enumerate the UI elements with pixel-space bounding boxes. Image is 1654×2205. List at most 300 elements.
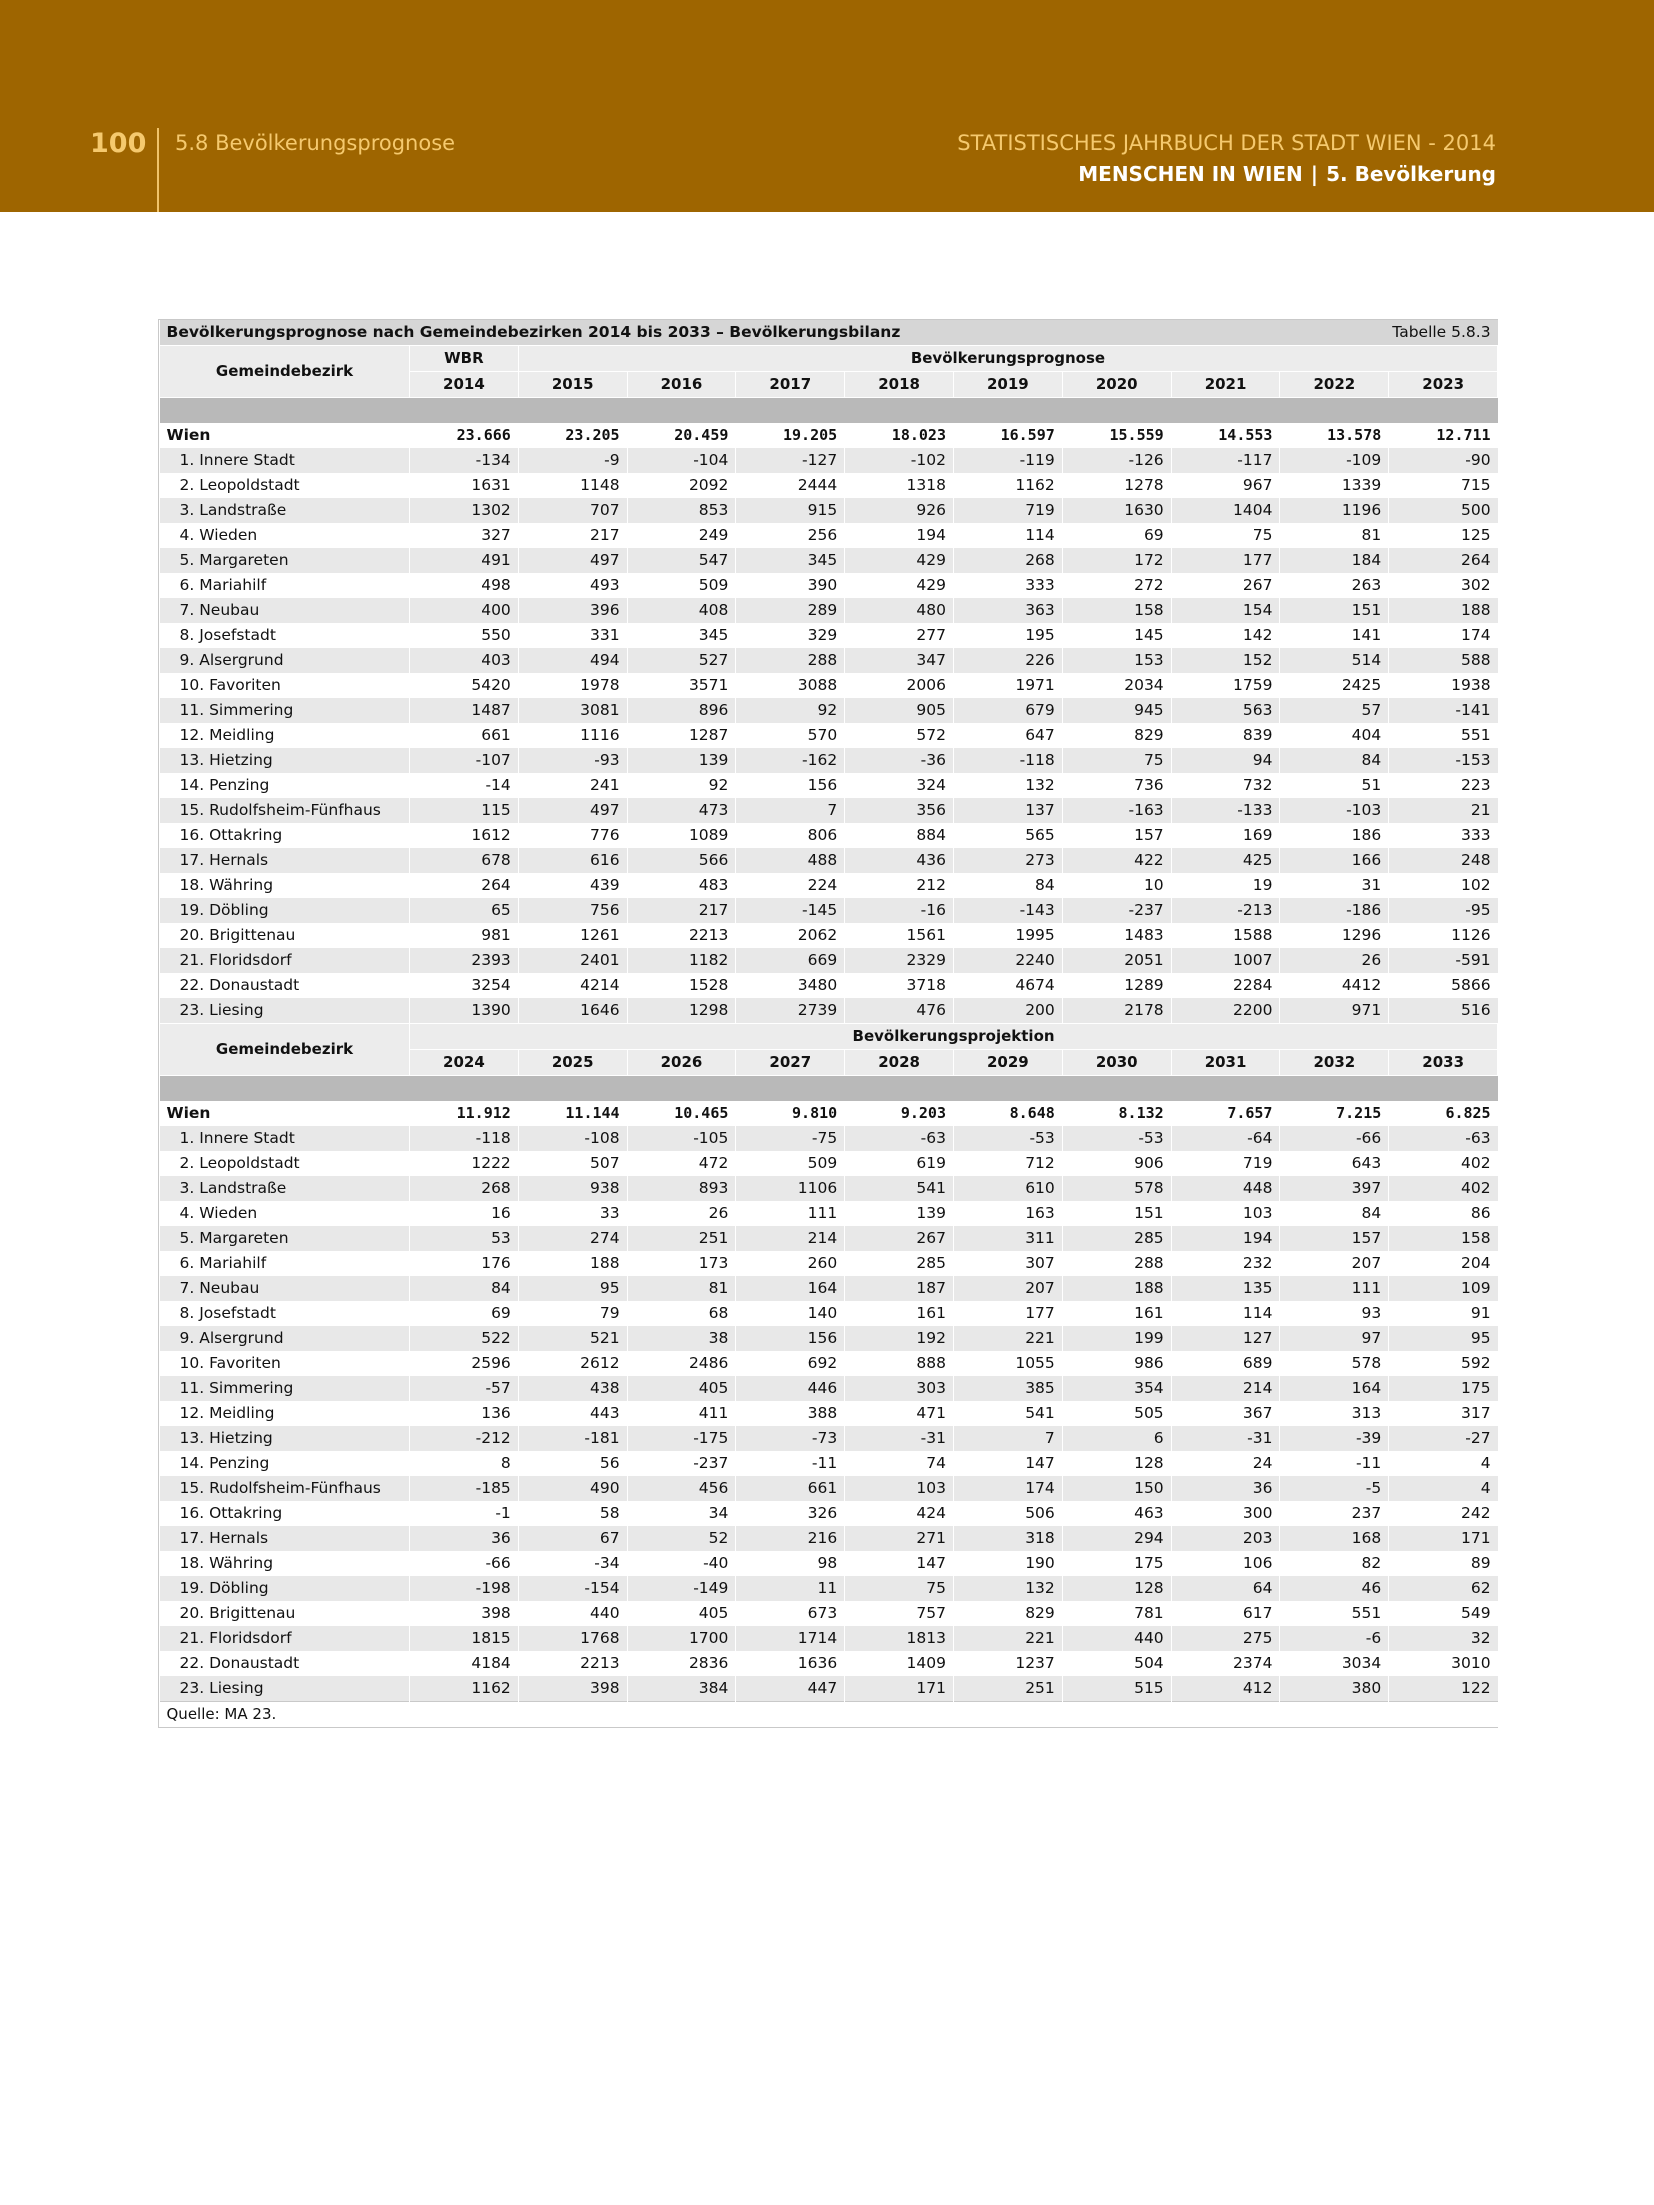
table-cell-value: 403 [410, 648, 519, 673]
table-cell-value: 275 [1171, 1626, 1280, 1651]
district-name: 23. Liesing [160, 1676, 410, 1702]
table-cell-value: -57 [410, 1376, 519, 1401]
table-cell-value: 563 [1171, 698, 1280, 723]
table-cell-value: 156 [736, 1326, 845, 1351]
table-cell-value: 285 [1062, 1226, 1171, 1251]
table-cell-value: 2034 [1062, 673, 1171, 698]
table-cell-value: 551 [1389, 723, 1498, 748]
table-cell-value: 3718 [845, 973, 954, 998]
table-row [160, 498, 1498, 523]
table-cell-value: 128 [1062, 1576, 1171, 1601]
table-cell-value: 1007 [1171, 948, 1280, 973]
table-cell-value: 84 [1280, 1201, 1389, 1226]
district-name: 19. Döbling [160, 1576, 410, 1601]
table-cell-value: -66 [1280, 1126, 1389, 1151]
table-cell-value: 251 [627, 1226, 736, 1251]
table-cell-value: 53 [410, 1226, 519, 1251]
table-cell-value: 169 [1171, 823, 1280, 848]
table-cell-value: 132 [953, 773, 1062, 798]
header-divider [160, 1076, 1498, 1102]
table-cell-value: 217 [518, 523, 627, 548]
district-name: 3. Landstraße [160, 498, 410, 523]
table-cell-value: 11.144 [518, 1101, 627, 1126]
table-cell-value: 1813 [845, 1626, 954, 1651]
district-name: 10. Favoriten [160, 673, 410, 698]
table-cell-value: 127 [1171, 1326, 1280, 1351]
table-cell-value: 578 [1062, 1176, 1171, 1201]
table-cell-value: 1588 [1171, 923, 1280, 948]
table-cell-value: 9.810 [736, 1101, 845, 1126]
table-row [160, 1376, 1498, 1401]
table-cell-value: -53 [953, 1126, 1062, 1151]
table-row [160, 473, 1498, 498]
table-cell-value: 84 [1280, 748, 1389, 773]
table-cell-value: -127 [736, 448, 845, 473]
table-cell-value: 10.465 [627, 1101, 736, 1126]
table-cell-value: 152 [1171, 648, 1280, 673]
table-cell-value: -119 [953, 448, 1062, 473]
district-name: 3. Landstraße [160, 1176, 410, 1201]
table-cell-value: 472 [627, 1151, 736, 1176]
table-cell-value: 678 [410, 848, 519, 873]
table-row [160, 623, 1498, 648]
table-cell-value: 163 [953, 1201, 1062, 1226]
table-cell-value: 7 [953, 1426, 1062, 1451]
table-cell-value: 95 [1389, 1326, 1498, 1351]
table-cell-value: -64 [1171, 1126, 1280, 1151]
table-cell-value: 1409 [845, 1651, 954, 1676]
district-name: 16. Ottakring [160, 823, 410, 848]
table-cell-value: 404 [1280, 723, 1389, 748]
table-cell-value: 115 [410, 798, 519, 823]
table-cell-value: 551 [1280, 1601, 1389, 1626]
table-cell-value: 318 [953, 1526, 1062, 1551]
table-row [160, 898, 1498, 923]
table-cell-value: 905 [845, 698, 954, 723]
district-name: 11. Simmering [160, 698, 410, 723]
table-cell-value: 307 [953, 1251, 1062, 1276]
table-cell-value: 154 [1171, 598, 1280, 623]
table-cell-value: 326 [736, 1501, 845, 1526]
table-cell-value: 396 [518, 598, 627, 623]
table-cell-value: 6 [1062, 1426, 1171, 1451]
table-cell-value: -95 [1389, 898, 1498, 923]
table-cell-value: 4 [1389, 1476, 1498, 1501]
table-cell-value: 1278 [1062, 473, 1171, 498]
table-cell-value: -36 [845, 748, 954, 773]
table-cell-value: 10 [1062, 873, 1171, 898]
table-cell-value: 267 [845, 1226, 954, 1251]
table-row [160, 1576, 1498, 1601]
table-cell-value: -143 [953, 898, 1062, 923]
table-cell-value: 8 [410, 1451, 519, 1476]
table-cell-value: 20.459 [627, 423, 736, 448]
table-cell-value: -27 [1389, 1426, 1498, 1451]
table-cell-value: 288 [736, 648, 845, 673]
table-cell-value: 1646 [518, 998, 627, 1024]
table-cell-value: 69 [1062, 523, 1171, 548]
table-cell-value: 1089 [627, 823, 736, 848]
table-cell-value: 915 [736, 498, 845, 523]
table-cell-value: 289 [736, 598, 845, 623]
table-cell-value: 114 [953, 523, 1062, 548]
table-cell-value: 506 [953, 1501, 1062, 1526]
district-name: 2. Leopoldstadt [160, 473, 410, 498]
table-cell-value: -6 [1280, 1626, 1389, 1651]
table-cell-value: 251 [953, 1676, 1062, 1702]
table-cell-value: 188 [1062, 1276, 1171, 1301]
district-name: 20. Brigittenau [160, 923, 410, 948]
table-cell-value: 8.648 [953, 1101, 1062, 1126]
table-cell-value: 547 [627, 548, 736, 573]
table-row [160, 1301, 1498, 1326]
table-row [160, 1401, 1498, 1426]
table-cell-value: 221 [953, 1626, 1062, 1651]
table-row [160, 873, 1498, 898]
table-cell-value: 79 [518, 1301, 627, 1326]
table-cell-value: -212 [410, 1426, 519, 1451]
table-cell-value: 896 [627, 698, 736, 723]
table-cell-value: 11.912 [410, 1101, 519, 1126]
district-name: 15. Rudolfsheim-Fünfhaus [160, 798, 410, 823]
table-cell-value: 509 [736, 1151, 845, 1176]
table-cell-value: -153 [1389, 748, 1498, 773]
table-cell-value: -185 [410, 1476, 519, 1501]
table-row [160, 1351, 1498, 1376]
table-cell-value: -53 [1062, 1126, 1171, 1151]
table-row [160, 1226, 1498, 1251]
table-cell-value: 440 [518, 1601, 627, 1626]
table-cell-value: 2213 [518, 1651, 627, 1676]
table-cell-value: 125 [1389, 523, 1498, 548]
table-cell-value: 347 [845, 648, 954, 673]
table-cell-value: 16.597 [953, 423, 1062, 448]
table-cell-value: 345 [627, 623, 736, 648]
table-cell-value: 1528 [627, 973, 736, 998]
table-cell-value: 232 [1171, 1251, 1280, 1276]
chapter-right: 5. Bevölkerung [1326, 162, 1496, 186]
table-cell-value: 195 [953, 623, 1062, 648]
table-cell-value: 188 [1389, 598, 1498, 623]
district-name: Wien [160, 423, 410, 448]
table-cell-value: 1759 [1171, 673, 1280, 698]
table-row [160, 1451, 1498, 1476]
table-cell-value: 1261 [518, 923, 627, 948]
table-cell-value: 1287 [627, 723, 736, 748]
table-cell-value: 264 [410, 873, 519, 898]
table-cell-value: 522 [410, 1326, 519, 1351]
table-cell-value: -34 [518, 1551, 627, 1576]
table-row [160, 1126, 1498, 1151]
table-cell-value: 109 [1389, 1276, 1498, 1301]
table-cell-value: 204 [1389, 1251, 1498, 1276]
district-name: 4. Wieden [160, 1201, 410, 1226]
table-cell-value: 1318 [845, 473, 954, 498]
column-header-year: 2018 [845, 372, 954, 398]
table-cell-value: 333 [1389, 823, 1498, 848]
table-cell-value: -134 [410, 448, 519, 473]
table-cell-value: 294 [1062, 1526, 1171, 1551]
table-cell-value: 26 [1280, 948, 1389, 973]
district-name: 10. Favoriten [160, 1351, 410, 1376]
table-cell-value: 172 [1062, 548, 1171, 573]
district-name: 5. Margareten [160, 1226, 410, 1251]
table-cell-value: 103 [1171, 1201, 1280, 1226]
table-cell-value: 111 [736, 1201, 845, 1226]
table-cell-value: 142 [1171, 623, 1280, 648]
table-cell-value: 150 [1062, 1476, 1171, 1501]
table-cell-value: 1714 [736, 1626, 845, 1651]
table-cell-value: -133 [1171, 798, 1280, 823]
table-cell-value: 1339 [1280, 473, 1389, 498]
district-name: 15. Rudolfsheim-Fünfhaus [160, 1476, 410, 1501]
table-cell-value: 2240 [953, 948, 1062, 973]
table-cell-value: 186 [1280, 823, 1389, 848]
table-cell-value: 272 [1062, 573, 1171, 598]
table-cell-value: 58 [518, 1501, 627, 1526]
table-cell-value: 549 [1389, 1601, 1498, 1626]
table-cell-value: 385 [953, 1376, 1062, 1401]
table-cell-value: 303 [845, 1376, 954, 1401]
table-cell-value: 62 [1389, 1576, 1498, 1601]
table-row [160, 798, 1498, 823]
table-row [160, 1426, 1498, 1451]
table-cell-value: 7.215 [1280, 1101, 1389, 1126]
table-cell-value: 111 [1280, 1276, 1389, 1301]
column-group-header: Bevölkerungsprojektion [410, 1024, 1498, 1050]
table-cell-value: 171 [845, 1676, 954, 1702]
district-name: 18. Währing [160, 1551, 410, 1576]
table-cell-value: -9 [518, 448, 627, 473]
table-cell-value: 384 [627, 1676, 736, 1702]
table-cell-value: -237 [1062, 898, 1171, 923]
table-cell-value: 311 [953, 1226, 1062, 1251]
table-cell-value: 4412 [1280, 973, 1389, 998]
header-divider [160, 398, 1498, 424]
table-cell-value: 153 [1062, 648, 1171, 673]
table-cell-value: 356 [845, 798, 954, 823]
table-cell-value: -1 [410, 1501, 519, 1526]
table-cell-value: -73 [736, 1426, 845, 1451]
table-cell-value: 616 [518, 848, 627, 873]
table-cell-value: 157 [1062, 823, 1171, 848]
table-cell-value: 147 [845, 1551, 954, 1576]
table-cell-value: 2062 [736, 923, 845, 948]
table-cell-value: 2836 [627, 1651, 736, 1676]
section-title: 5.8 Bevölkerungsprognose [175, 131, 456, 155]
table-cell-value: 1404 [1171, 498, 1280, 523]
table-cell-value: 715 [1389, 473, 1498, 498]
table-cell-value: -591 [1389, 948, 1498, 973]
table-cell-value: 981 [410, 923, 519, 948]
table-cell-value: 2425 [1280, 673, 1389, 698]
table-cell-value: 719 [1171, 1151, 1280, 1176]
table-cell-value: 65 [410, 898, 519, 923]
table-row [160, 1476, 1498, 1501]
table-reference: Tabelle 5.8.3 [1171, 320, 1497, 346]
table-cell-value: 156 [736, 773, 845, 798]
chapter-line [1078, 162, 1496, 186]
table-cell-value: 89 [1389, 1551, 1498, 1576]
district-name: 14. Penzing [160, 773, 410, 798]
table-cell-value: 157 [1280, 1226, 1389, 1251]
table-row [160, 698, 1498, 723]
table-cell-value: -11 [736, 1451, 845, 1476]
table-cell-value: 1612 [410, 823, 519, 848]
table-cell-value: 23.666 [410, 423, 519, 448]
table-cell-value: 397 [1280, 1176, 1389, 1201]
table-cell-value: -75 [736, 1126, 845, 1151]
table-cell-value: 1162 [953, 473, 1062, 498]
district-name: 16. Ottakring [160, 1501, 410, 1526]
table-cell-value: 491 [410, 548, 519, 573]
table-cell-value: 473 [627, 798, 736, 823]
table-cell-value: 643 [1280, 1151, 1389, 1176]
table-cell-value: 363 [953, 598, 1062, 623]
table-cell-value: 16 [410, 1201, 519, 1226]
table-cell-value: 38 [627, 1326, 736, 1351]
district-name: 18. Währing [160, 873, 410, 898]
table-cell-value: 132 [953, 1576, 1062, 1601]
table-row [160, 923, 1498, 948]
column-header-year: 2030 [1062, 1050, 1171, 1076]
table-cell-value: 436 [845, 848, 954, 873]
table-cell-value: 647 [953, 723, 1062, 748]
column-header-year: 2023 [1389, 372, 1498, 398]
district-name: 9. Alsergrund [160, 648, 410, 673]
table-cell-value: 114 [1171, 1301, 1280, 1326]
table-cell-value: 1148 [518, 473, 627, 498]
table-cell-value: 200 [953, 998, 1062, 1024]
table-cell-value: 214 [736, 1226, 845, 1251]
district-name: 14. Penzing [160, 1451, 410, 1476]
table-row [160, 548, 1498, 573]
table-cell-value: -198 [410, 1576, 519, 1601]
column-header-year: 2031 [1171, 1050, 1280, 1076]
table-cell-value: 1561 [845, 923, 954, 948]
table-cell-value: -31 [845, 1426, 954, 1451]
table-cell-value: 515 [1062, 1676, 1171, 1702]
district-name: 7. Neubau [160, 1276, 410, 1301]
table-cell-value: 137 [953, 798, 1062, 823]
table-cell-value: -181 [518, 1426, 627, 1451]
table-cell-value: 329 [736, 623, 845, 648]
table-row [160, 1201, 1498, 1226]
table-cell-value: 158 [1389, 1226, 1498, 1251]
table-cell-value: 757 [845, 1601, 954, 1626]
table-cell-value: 884 [845, 823, 954, 848]
table-cell-value: 122 [1389, 1676, 1498, 1702]
table-cell-value: -154 [518, 1576, 627, 1601]
table-cell-value: 578 [1280, 1351, 1389, 1376]
table-cell-value: 26 [627, 1201, 736, 1226]
table-row [160, 1676, 1498, 1702]
table-cell-value: 408 [627, 598, 736, 623]
table-cell-value: 2092 [627, 473, 736, 498]
table-cell-value: 2401 [518, 948, 627, 973]
table-cell-value: 173 [627, 1251, 736, 1276]
table-cell-value: 707 [518, 498, 627, 523]
column-header-year: 2015 [518, 372, 627, 398]
table-cell-value: 2486 [627, 1351, 736, 1376]
column-header-year: 2028 [845, 1050, 954, 1076]
table-cell-value: 566 [627, 848, 736, 873]
table-cell-value: -107 [410, 748, 519, 773]
district-name: 12. Meidling [160, 723, 410, 748]
table-cell-value: 36 [1171, 1476, 1280, 1501]
table-cell-value: 692 [736, 1351, 845, 1376]
table-cell-value: 400 [410, 598, 519, 623]
table-cell-value: 527 [627, 648, 736, 673]
table-cell-value: 151 [1280, 598, 1389, 623]
table-cell-value: 177 [953, 1301, 1062, 1326]
table-row [160, 448, 1498, 473]
table-cell-value: 151 [1062, 1201, 1171, 1226]
table-cell-value: 398 [518, 1676, 627, 1702]
district-name: 9. Alsergrund [160, 1326, 410, 1351]
table-cell-value: 3088 [736, 673, 845, 698]
table-cell-value: 2051 [1062, 948, 1171, 973]
column-header-year: 2017 [736, 372, 845, 398]
table-cell-value: 1631 [410, 473, 519, 498]
table-cell-value: 829 [1062, 723, 1171, 748]
table-cell-value: -16 [845, 898, 954, 923]
table-cell-value: 592 [1389, 1351, 1498, 1376]
table-cell-value: -104 [627, 448, 736, 473]
table-row [160, 523, 1498, 548]
table-cell-value: 249 [627, 523, 736, 548]
table-row [160, 598, 1498, 623]
table-cell-value: 1116 [518, 723, 627, 748]
table-cell-value: 4 [1389, 1451, 1498, 1476]
table-cell-value: 1815 [410, 1626, 519, 1651]
district-name: 2. Leopoldstadt [160, 1151, 410, 1176]
table-cell-value: 214 [1171, 1376, 1280, 1401]
district-name: 13. Hietzing [160, 1426, 410, 1451]
table-cell-value: 288 [1062, 1251, 1171, 1276]
table-cell-value: -117 [1171, 448, 1280, 473]
table-cell-value: 967 [1171, 473, 1280, 498]
table-row [160, 1651, 1498, 1676]
table-cell-value: 388 [736, 1401, 845, 1426]
district-name: 19. Döbling [160, 898, 410, 923]
table-cell-value: -118 [953, 748, 1062, 773]
table-cell-value: 68 [627, 1301, 736, 1326]
table-cell-value: -162 [736, 748, 845, 773]
table-cell-value: 516 [1389, 998, 1498, 1024]
table-cell-value: -149 [627, 1576, 736, 1601]
table-cell-value: 509 [627, 573, 736, 598]
table-cell-value: 938 [518, 1176, 627, 1201]
table-cell-value: 194 [845, 523, 954, 548]
table-cell-value: 550 [410, 623, 519, 648]
chapter-left: MENSCHEN IN WIEN [1078, 162, 1303, 186]
table-cell-value: 471 [845, 1401, 954, 1426]
table-cell-value: 140 [736, 1301, 845, 1326]
table-cell-value: -213 [1171, 898, 1280, 923]
district-name: 5. Margareten [160, 548, 410, 573]
table-cell-value: 12.711 [1389, 423, 1498, 448]
table-cell-value: 226 [953, 648, 1062, 673]
column-header-wbr: WBR [410, 346, 519, 372]
column-header-year: 2014 [410, 372, 519, 398]
table-cell-value: -109 [1280, 448, 1389, 473]
table-cell-value: -39 [1280, 1426, 1389, 1451]
header-row-groups [160, 1024, 1498, 1050]
table-cell-value: 317 [1389, 1401, 1498, 1426]
table-cell-value: 480 [845, 598, 954, 623]
table-cell-value: 424 [845, 1501, 954, 1526]
